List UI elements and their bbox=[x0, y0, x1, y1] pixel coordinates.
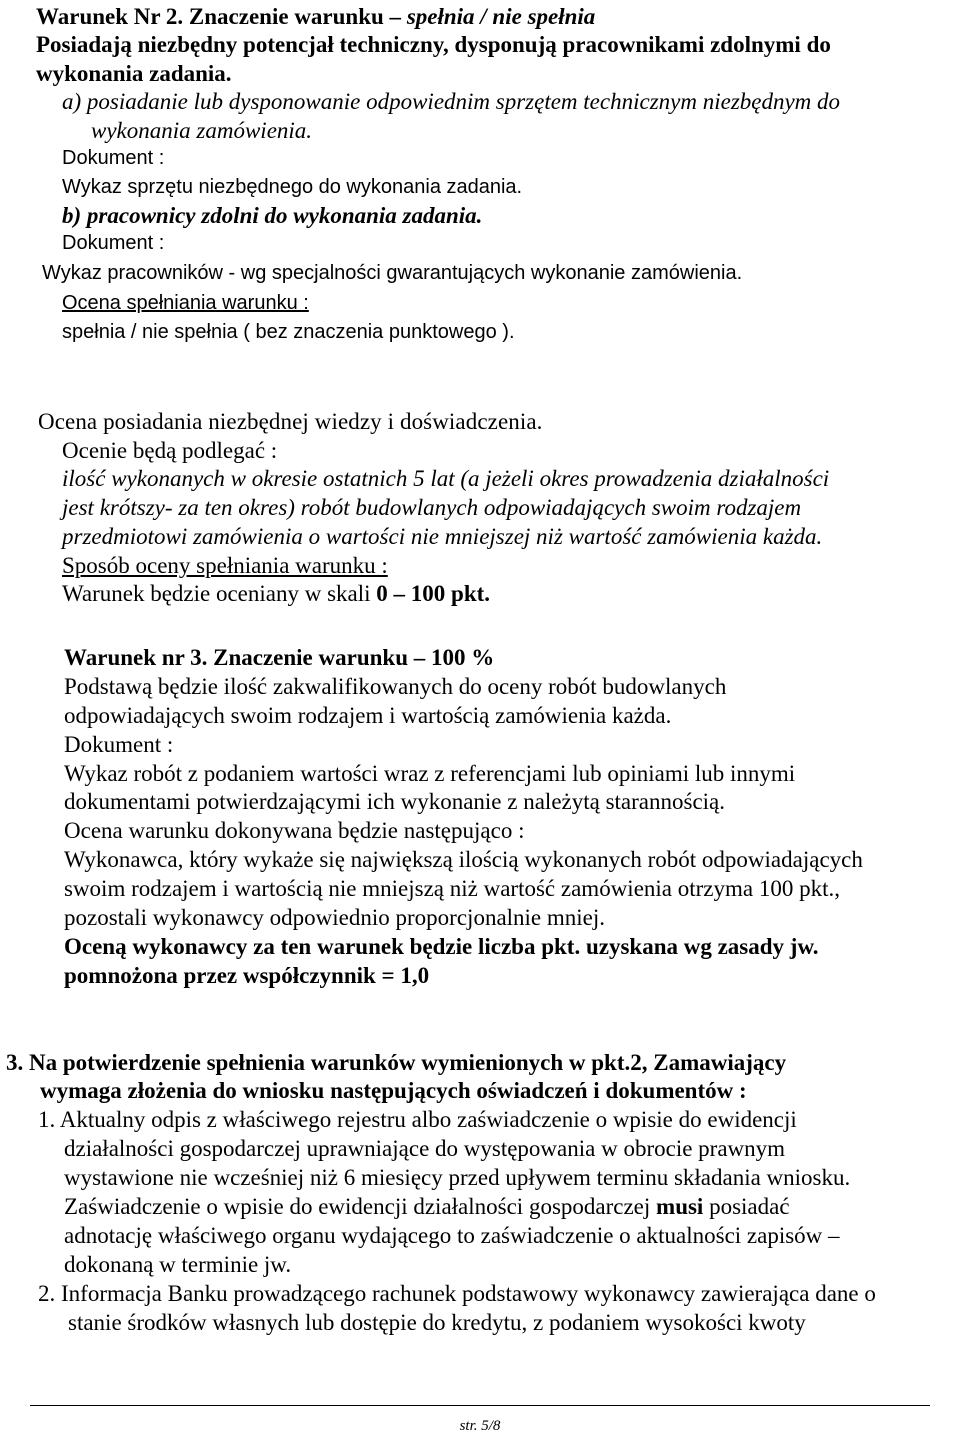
warunek2-doc-text-1: Wykaz sprzętu niezbędnego do wykonania zadania. bbox=[62, 176, 523, 198]
warunek3-ocena-label: Ocena warunku dokonywana będzie następująco : bbox=[64, 818, 525, 843]
section3-item1-line5: adnotację właściwego organu wydającego to zaświadczenie o aktualności zapisów – bbox=[64, 1223, 840, 1248]
wiedza-subheading: Ocenie będą podlegać : bbox=[62, 438, 278, 463]
section3-heading-line1: 3. Na potwierdzenie spełnienia warunków wymienionych w pkt.2, Zamawiający bbox=[6, 1050, 787, 1075]
warunek2-doc-label-2: Dokument : bbox=[62, 232, 165, 254]
warunek2-title: Warunek Nr 2. Znaczenie warunku – spełnia / nie spełnia bbox=[36, 4, 596, 29]
warunek3-doc-line1: Wykaz robót z podaniem wartości wraz z referencjami lub opiniami lub innymi bbox=[64, 761, 796, 786]
warunek2-doc-text-2: Wykaz pracowników - wg specjalności gwarantujących wykonanie zamówienia. bbox=[42, 262, 743, 284]
warunek3-ocena-line1: Wykonawca, który wykaże się największą ilością wykonanych robót odpowiadających bbox=[64, 847, 863, 872]
warunek3-para-line1: Podstawą będzie ilość zakwalifikowanych do oceny robót budowlanych bbox=[64, 674, 727, 699]
warunek2-item-a-line2: wykonania zamówienia. bbox=[91, 118, 313, 143]
warunek2-item-b: b) pracownicy zdolni do wykonania zadania. bbox=[62, 203, 483, 228]
section3-item1-line1: 1. Aktualny odpis z właściwego rejestru albo zaświadczenie o wpisie do ewidencji bbox=[38, 1107, 797, 1132]
section3-item1-line3: wystawione nie wcześniej niż 6 miesięcy przed upływem terminu składania wniosku. bbox=[64, 1165, 851, 1190]
wiedza-para-line2: jest krótszy- za ten okres) robót budowlanych odpowiadających swoim rodzajem bbox=[62, 495, 802, 520]
section3-item1-line4: Zaświadczenie o wpisie do ewidencji działalności gospodarczej musi posiadać bbox=[64, 1194, 790, 1219]
warunek3-title: Warunek nr 3. Znaczenie warunku – 100 % bbox=[64, 645, 495, 670]
warunek2-line1: Posiadają niezbędny potencjał techniczny, dysponują pracownikami zdolnymi do bbox=[36, 32, 831, 57]
wiedza-heading: Ocena posiadania niezbędnej wiedzy i doświadczenia. bbox=[38, 409, 543, 434]
warunek2-line2: wykonania zadania. bbox=[36, 61, 232, 86]
warunek3-ocena-line3: pozostali wykonawcy odpowiednio proporcjonalnie mniej. bbox=[64, 905, 606, 930]
warunek2-item-a-line1: a) posiadanie lub dysponowanie odpowiednim sprzętem technicznym niezbędnym do bbox=[62, 89, 841, 114]
sposob-oceny-heading: Sposób oceny spełniania warunku : bbox=[62, 553, 388, 578]
warunek3-para-line2: odpowiadających swoim rodzajem i wartością zamówienia każda. bbox=[64, 703, 672, 728]
wiedza-para-line3: przedmiotowi zamówienia o wartości nie mniejszej niż wartość zamówienia każda. bbox=[62, 524, 823, 549]
warunek2-doc-label-1: Dokument : bbox=[62, 147, 165, 169]
footer-divider bbox=[30, 1405, 930, 1406]
section3-heading-line2: wymaga złożenia do wniosku następujących oświadczeń i dokumentów : bbox=[40, 1078, 747, 1103]
warunek3-ocena-line2: swoim rodzajem i wartością nie mniejszą niż wartość zamówienia otrzyma 100 pkt., bbox=[64, 876, 841, 901]
sposob-oceny-text: Warunek będzie oceniany w skali 0 – 100 pkt. bbox=[62, 581, 491, 606]
page-number: str. 5/8 bbox=[459, 1418, 501, 1434]
section3-item1-line2: działalności gospodarczej uprawniające do występowania w obrocie prawnym bbox=[64, 1136, 786, 1161]
warunek2-ocena-text: spełnia / nie spełnia ( bez znaczenia punktowego ). bbox=[62, 321, 515, 343]
warunek3-bold-line1: Oceną wykonawcy za ten warunek będzie liczba pkt. uzyskana wg zasady jw. bbox=[64, 934, 819, 959]
section3-item2-line1: 2. Informacja Banku prowadzącego rachunek podstawowy wykonawcy zawierająca dane o bbox=[38, 1281, 876, 1306]
section3-item2-line2: stanie środków własnych lub dostępie do kredytu, z podaniem wysokości kwoty bbox=[68, 1310, 806, 1335]
warunek3-doc-line2: dokumentami potwierdzającymi ich wykonanie z należytą starannością. bbox=[64, 789, 726, 814]
wiedza-para-line1: ilość wykonanych w okresie ostatnich 5 lat (a jeżeli okres prowadzenia działalności bbox=[62, 466, 830, 491]
warunek2-ocena-heading: Ocena spełniania warunku : bbox=[62, 292, 309, 314]
warunek3-doc-label: Dokument : bbox=[64, 732, 174, 757]
section3-item1-line6: dokonaną w terminie jw. bbox=[64, 1252, 292, 1277]
warunek3-bold-line2: pomnożona przez współczynnik = 1,0 bbox=[64, 963, 430, 988]
